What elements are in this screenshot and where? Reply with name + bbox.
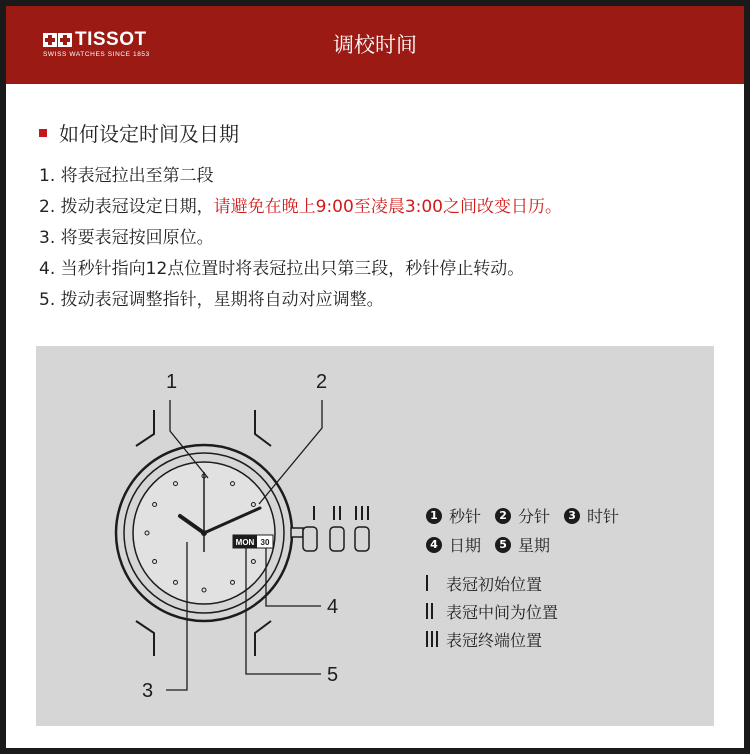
calendar-warning: 请避免在晚上9:00至凌晨3:00之间改变日历。 <box>213 197 562 217</box>
position-iii-icon <box>426 631 446 647</box>
legend-item: 1 秒针 <box>426 504 481 527</box>
number-badge-icon: 5 <box>495 537 511 553</box>
diagram-legend <box>426 501 633 653</box>
brand-name: TISSOT <box>75 29 147 50</box>
date-window-text: 30 <box>260 538 270 547</box>
crown-position-2 <box>330 527 344 551</box>
crown-position-item: 表冠中间为位置 <box>426 597 633 625</box>
crown-stem <box>291 528 303 537</box>
legend-item: 2 分针 <box>495 504 550 527</box>
section-heading <box>39 118 239 147</box>
instruction-step: 3. 将要表冠按回原位。 <box>39 228 214 248</box>
callout-2: 2 <box>316 371 328 393</box>
number-badge-icon: 4 <box>426 537 442 553</box>
crown-position-legend <box>426 569 633 653</box>
position-ii-icon <box>426 603 446 619</box>
position-i-icon <box>426 575 446 591</box>
instruction-step: 4. 当秒针指向12点位置时将表冠拉出只第三段，秒针停止转动。 <box>39 259 525 279</box>
instruction-list <box>39 161 562 316</box>
callout-5: 5 <box>327 664 339 686</box>
legend-item: 5 星期 <box>495 533 550 556</box>
number-badge-icon: 2 <box>495 508 511 524</box>
instruction-step: 5. 拨动表冠调整指针，星期将自动对应调整。 <box>39 290 384 310</box>
watch-diagram-panel <box>36 346 714 726</box>
crown-position-item: 表冠终端位置 <box>426 625 633 653</box>
number-badge-icon: 1 <box>426 508 442 524</box>
brand-tagline: SWISS WATCHES SINCE 1853 <box>43 51 150 58</box>
section-title: 如何设定时间及日期 <box>59 122 239 146</box>
callout-1: 1 <box>166 371 178 393</box>
legend-row <box>426 501 633 530</box>
header-banner <box>6 6 744 84</box>
page-frame <box>6 6 744 748</box>
legend-item: 3 时针 <box>564 504 619 527</box>
faded-text-artifact <box>64 94 294 104</box>
red-square-bullet-icon <box>39 129 47 137</box>
crown-position-item: 表冠初始位置 <box>426 569 633 597</box>
number-badge-icon: 3 <box>564 508 580 524</box>
legend-row <box>426 530 633 559</box>
legend-item: 4 日期 <box>426 533 481 556</box>
crown-position-1 <box>303 527 317 551</box>
crown-position-3 <box>355 527 369 551</box>
callout-3: 3 <box>142 680 154 702</box>
crown-position-marks <box>314 506 368 520</box>
page-title: 调校时间 <box>333 33 417 57</box>
callout-4: 4 <box>327 596 339 618</box>
instruction-step: 2. 拨动表冠设定日期，请避免在晚上9:00至凌晨3:00之间改变日历。 <box>39 197 562 217</box>
instruction-step: 1. 将表冠拉出至第二段 <box>39 166 214 186</box>
day-window-text: MON <box>235 538 255 547</box>
